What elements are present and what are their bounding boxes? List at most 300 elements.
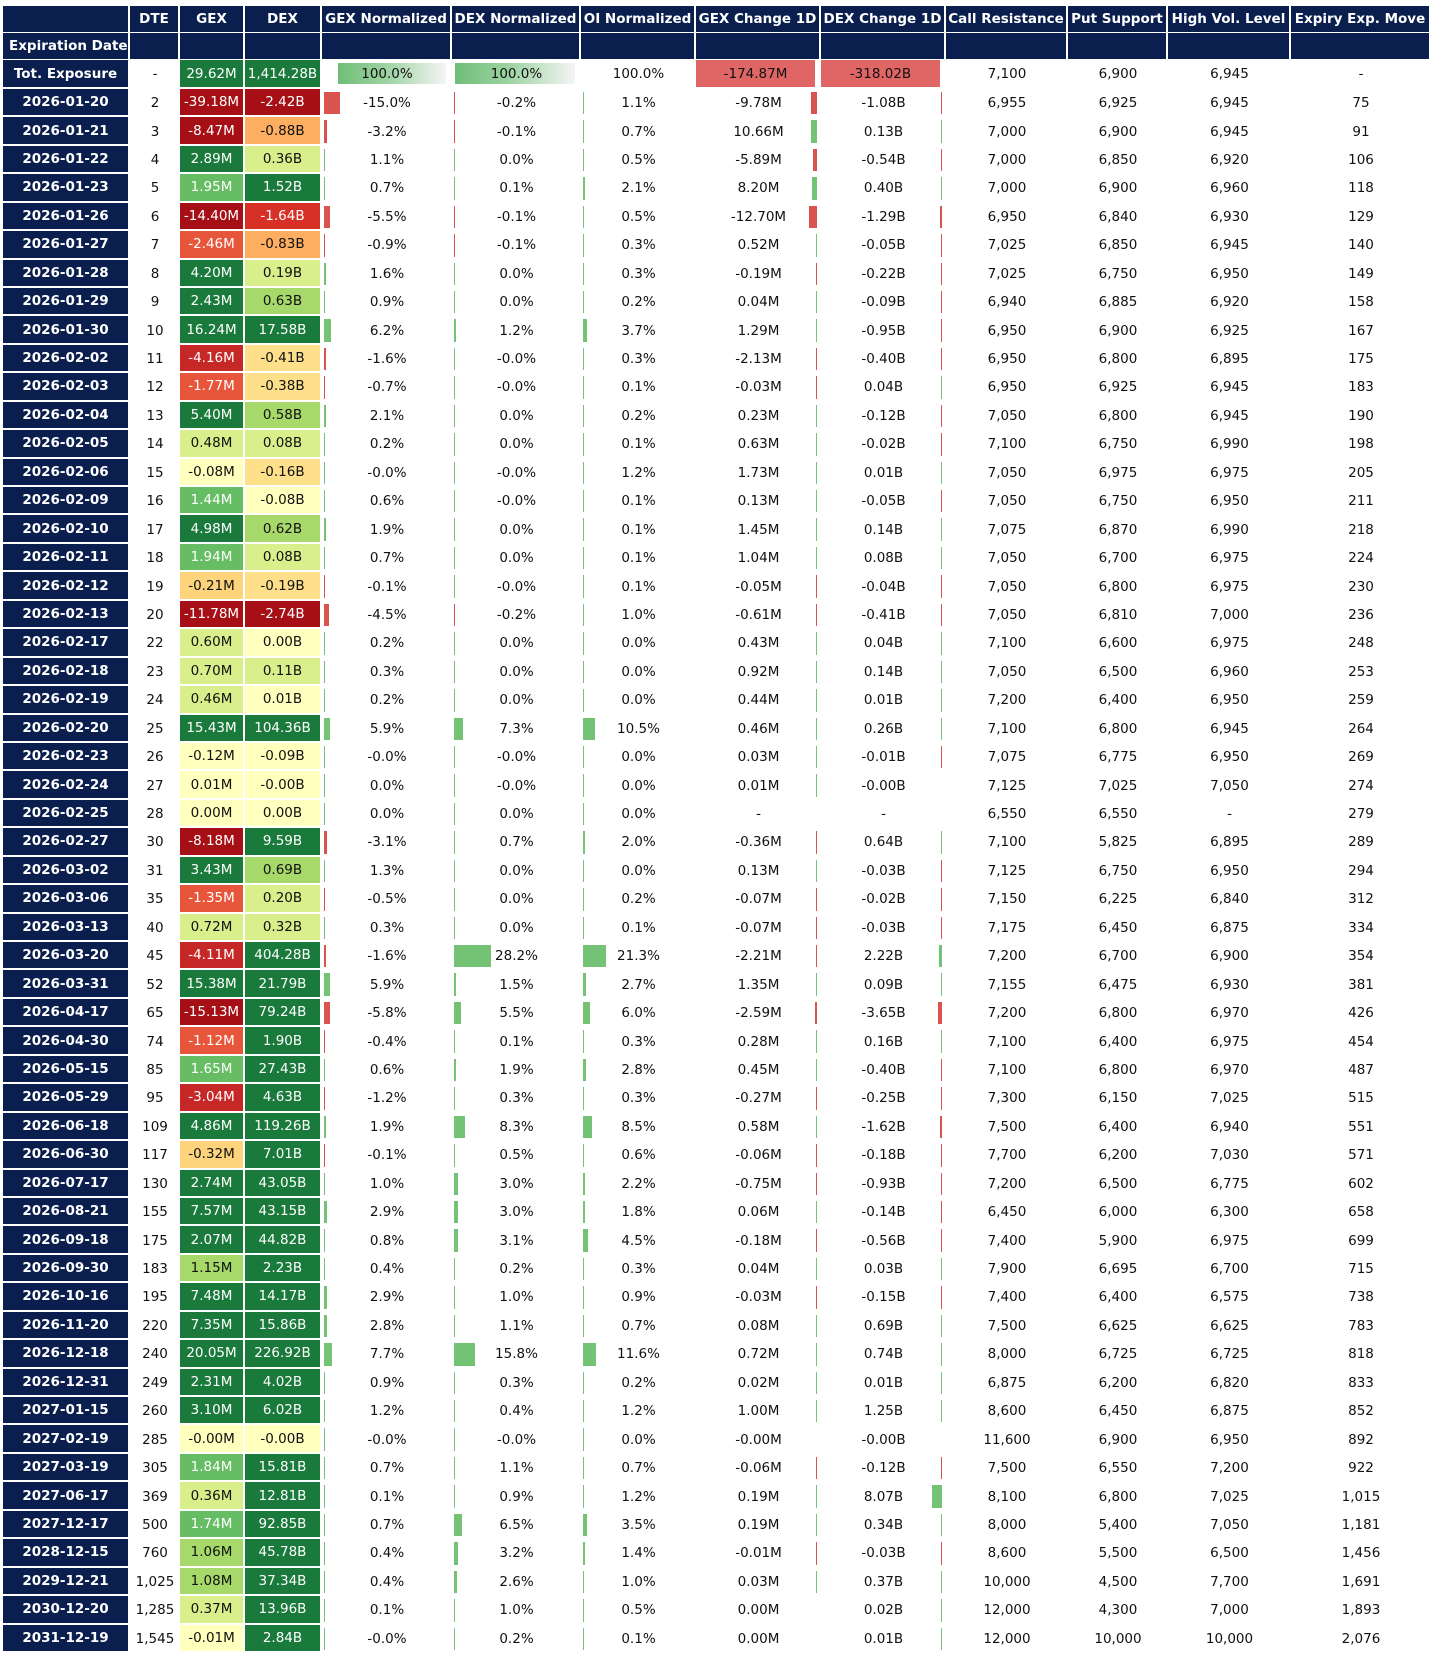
row-oi-normalized [581,885,696,913]
table-row[interactable] [3,203,1431,231]
row-dex-normalized [452,828,581,856]
row-dex: -0.08B [245,487,322,515]
table-row[interactable] [3,1056,1431,1084]
row-oi-normalized [581,1084,696,1112]
header-dex-change-1d[interactable]: DEX Change 1D [821,6,946,33]
row-oi-normalized-bar [583,1343,596,1365]
row-put-support: 6,400 [1098,1033,1138,1050]
header-oi-normalized[interactable]: OI Normalized [581,6,696,33]
row-put-support: 6,725 [1098,1346,1138,1363]
row-dex-change-1d-bar [941,263,942,285]
row-dex-change-1d-bar [941,1087,942,1109]
row-high-vol-level: 6,950 [1210,265,1249,282]
row-gex-normalized [322,260,452,288]
row-dex-normalized-bar [454,120,455,142]
row-oi-normalized-bar [583,376,584,398]
row-oi-normalized-value: 0.0% [621,862,656,879]
row-dex-change-1d [821,771,946,799]
table-row[interactable] [3,1425,1431,1453]
row-dex-change-1d-value: 0.14B [863,663,904,680]
table-row[interactable] [3,942,1431,970]
row-gex-normalized [322,430,452,458]
row-gex-change-1d-bar [816,774,817,796]
row-expiry-exp-move: 236 [1348,606,1374,623]
row-dex-normalized [452,373,581,401]
row-gex-change-1d [696,1312,821,1340]
row-expiry-exp-move: 75 [1352,95,1370,112]
row-dex-normalized-bar [454,547,455,569]
row-dex-normalized [452,402,581,430]
row-expiration-date: 2026-02-19 [3,686,130,714]
row-dex-normalized-bar [454,1286,455,1308]
row-put-support: 6,840 [1098,208,1138,225]
table-row[interactable] [3,1539,1431,1567]
row-expiry-exp-move: 738 [1348,1289,1374,1306]
row-put-support: 6,800 [1098,407,1138,424]
row-put-support: 6,800 [1098,1005,1138,1022]
row-put-support: 5,500 [1098,1545,1138,1562]
table-row[interactable] [3,828,1431,856]
row-dex: -0.83B [245,231,322,259]
row-gex-normalized-value: 0.1% [369,1602,405,1619]
row-dex-normalized-value: 7.3% [499,720,534,737]
row-expiry-exp-move: 158 [1348,294,1374,311]
table-row[interactable] [3,117,1431,145]
row-oi-normalized [581,1539,696,1567]
row-oi-normalized-bar [583,604,584,626]
row-dex: 43.05B [245,1170,322,1198]
row-high-vol-level: 6,945 [1210,123,1249,140]
row-call-resistance: 10,000 [983,1573,1031,1590]
row-put-support: 6,900 [1098,322,1138,339]
table-row[interactable] [3,572,1431,600]
row-expiration-date: 2026-01-30 [3,316,130,344]
row-gex-normalized [322,373,452,401]
row-oi-normalized-bar [583,1116,592,1138]
header-dex[interactable]: DEX [245,6,322,33]
row-dex-change-1d [821,146,946,174]
row-gex: 16.24M [180,316,245,344]
table-row[interactable] [3,999,1431,1027]
table-row[interactable] [3,658,1431,686]
row-dex-normalized [452,1397,581,1425]
row-expiry-exp-move: 269 [1348,749,1374,766]
row-dex: 0.08B [245,430,322,458]
row-call-resistance: 7,200 [987,1005,1027,1022]
table-row[interactable] [3,970,1431,998]
row-gex-change-1d-bar [816,433,817,455]
row-call-resistance: 7,025 [987,265,1027,282]
table-row[interactable] [3,402,1431,430]
row-gex-normalized-value: -4.5% [367,606,407,623]
row-dex-normalized-value: 0.9% [499,1488,534,1505]
table-row[interactable] [3,686,1431,714]
row-gex-normalized [322,658,452,686]
header-gex[interactable]: GEX [180,6,245,33]
row-expiry-exp-move: 515 [1348,1090,1374,1107]
table-row[interactable] [3,857,1431,885]
row-gex-change-1d-bar [816,518,817,540]
row-dex-normalized-bar [454,718,463,740]
row-expiration-date: 2026-02-20 [3,715,130,743]
header-gex-normalized[interactable]: GEX Normalized [322,6,452,33]
row-dex-normalized-bar [454,1428,455,1450]
table-row[interactable] [3,515,1431,543]
row-gex: 1.95M [180,174,245,202]
row-gex-normalized-value: 0.8% [369,1232,405,1249]
row-gex-change-1d-bar [816,718,817,740]
row-put-support: 4,500 [1098,1573,1138,1590]
row-gex-normalized [322,1511,452,1539]
row-dex-normalized-bar [454,376,455,398]
row-dex-normalized-bar [454,1229,458,1251]
row-gex-change-1d-value: 0.72M [737,1346,780,1363]
row-call-resistance: 7,900 [987,1261,1027,1278]
row-gex: -0.00M [180,1425,245,1453]
row-call-resistance: 6,875 [987,1374,1027,1391]
row-oi-normalized-value: 0.2% [621,1374,656,1391]
table-row[interactable] [3,743,1431,771]
row-dex-change-1d [821,686,946,714]
row-gex-normalized-value: -0.0% [367,1630,407,1647]
row-expiration-date: 2026-01-27 [3,231,130,259]
row-call-resistance: 7,050 [987,407,1027,424]
row-gex: -15.13M [180,999,245,1027]
row-gex-change-1d [696,1141,821,1169]
row-oi-normalized-bar [583,1030,584,1052]
row-dex: 0.63B [245,288,322,316]
row-oi-normalized-bar [583,1400,584,1422]
row-put-support: 6,885 [1098,294,1138,311]
row-gex-normalized-value: 2.9% [369,1289,405,1306]
row-expiration-date: 2026-01-22 [3,146,130,174]
row-oi-normalized-bar [583,1258,584,1280]
exposure-table [3,6,1431,1653]
row-gex-normalized [322,1625,452,1653]
row-expiration-date: 2026-03-02 [3,857,130,885]
row-dex-normalized-value: -0.0% [496,493,537,510]
table-row[interactable] [3,1141,1431,1169]
header-call-resistance[interactable]: Call Resistance [946,6,1068,33]
row-dex-change-1d-bar [941,1571,942,1593]
row-high-vol-level: 6,950 [1210,1431,1249,1448]
row-gex-change-1d-bar [816,1059,817,1081]
row-gex-change-1d-bar [816,1514,817,1536]
table-row[interactable] [3,1596,1431,1624]
table-row[interactable] [3,260,1431,288]
table-row[interactable] [3,1170,1431,1198]
row-gex-normalized [322,1283,452,1311]
row-dte: 26 [146,749,164,766]
row-gex-change-1d-bar [816,604,817,626]
row-oi-normalized-bar [583,1428,584,1450]
table-row[interactable] [3,1625,1431,1653]
row-dex-change-1d [821,828,946,856]
row-dex-normalized [452,1511,581,1539]
table-row[interactable] [3,231,1431,259]
row-dex-change-1d-value: -0.03B [861,862,906,879]
table-row[interactable] [3,1198,1431,1226]
row-expiration-date: 2026-02-02 [3,345,130,373]
row-oi-normalized-bar [583,1087,584,1109]
row-gex-change-1d-bar [816,1457,817,1479]
table-row[interactable] [3,1397,1431,1425]
row-oi-normalized [581,487,696,515]
row-oi-normalized-value: 0.0% [621,777,656,794]
row-dex-change-1d-bar [941,917,942,939]
row-oi-normalized-bar [583,1144,584,1166]
row-gex-normalized-value: 0.7% [369,550,405,567]
table-row[interactable] [3,288,1431,316]
row-call-resistance: 12,000 [983,1630,1031,1647]
row-put-support: 6,600 [1098,635,1138,652]
row-gex-change-1d [696,89,821,117]
row-dex-change-1d [821,1056,946,1084]
row-dex-change-1d [821,1283,946,1311]
row-dex-normalized-value: 0.3% [499,1090,534,1107]
row-oi-normalized-bar [583,1514,587,1536]
row-put-support: 6,900 [1098,1431,1138,1448]
row-dex-normalized-value: 0.1% [499,180,534,197]
total-high-vol-level: 6,945 [1168,60,1291,88]
row-gex-normalized-value: 1.1% [369,151,405,168]
table-row[interactable] [3,459,1431,487]
table-row[interactable] [3,1226,1431,1254]
table-row[interactable] [3,1283,1431,1311]
row-gex: -0.32M [180,1141,245,1169]
row-dex-change-1d [821,1511,946,1539]
row-dex-change-1d-bar [941,92,942,114]
row-gex-change-1d-bar [816,1400,817,1422]
header-high-vol-level[interactable]: High Vol. Level [1168,6,1291,33]
row-gex-normalized-value: 1.9% [369,1118,405,1135]
row-oi-normalized-bar [583,263,584,285]
header-put-support[interactable]: Put Support [1068,6,1168,33]
table-row[interactable] [3,146,1431,174]
row-dex-change-1d-value: 0.40B [863,180,904,197]
row-dex-change-1d [821,117,946,145]
row-gex-change-1d [696,260,821,288]
row-dex-change-1d [821,373,946,401]
row-gex-normalized [322,1027,452,1055]
row-gex-normalized-bar [324,917,325,939]
row-dex-change-1d [821,316,946,344]
row-oi-normalized [581,572,696,600]
row-oi-normalized-value: 10.5% [617,720,660,737]
row-high-vol-level: 6,895 [1210,834,1249,851]
table-row[interactable] [3,430,1431,458]
row-put-support: 6,925 [1098,95,1138,112]
row-expiration-date: 2027-12-17 [3,1511,130,1539]
row-dex: 43.15B [245,1198,322,1226]
row-put-support: 6,500 [1098,1175,1138,1192]
table-row[interactable] [3,1568,1431,1596]
row-dex-normalized [452,430,581,458]
table-row[interactable] [3,1312,1431,1340]
row-call-resistance: 7,025 [987,237,1027,254]
row-call-resistance: 7,200 [987,692,1027,709]
row-dex-normalized [452,658,581,686]
row-gex-change-1d-value: -0.06M [735,1147,782,1164]
row-call-resistance: 7,050 [987,464,1027,481]
row-gex-change-1d [696,629,821,657]
row-gex-normalized [322,1369,452,1397]
row-dex-normalized-bar [454,1173,458,1195]
row-dex: 9.59B [245,828,322,856]
row-gex-normalized-bar [324,1542,325,1564]
row-dex-change-1d-value: 0.09B [863,976,904,993]
row-dex-change-1d-value: -0.41B [861,606,906,623]
row-dex-change-1d-bar [941,1343,942,1365]
row-dex-normalized [452,686,581,714]
row-gex-normalized-bar [324,1258,325,1280]
row-gex-change-1d-value: -2.13M [735,351,782,368]
row-oi-normalized [581,857,696,885]
total-gex-normalized-value: 100.0% [361,65,413,82]
table-row[interactable] [3,1369,1431,1397]
row-expiry-exp-move: 149 [1348,265,1374,282]
row-gex-normalized [322,544,452,572]
row-expiration-date: 2026-01-23 [3,174,130,202]
row-dex-change-1d-value: -0.40B [861,1061,906,1078]
row-gex-change-1d-value: -0.05M [735,578,782,595]
row-gex-normalized-value: -0.4% [367,1033,407,1050]
table-row[interactable] [3,914,1431,942]
table-row[interactable] [3,1255,1431,1283]
row-dex-normalized [452,345,581,373]
header-gex-change-1d[interactable]: GEX Change 1D [696,6,821,33]
row-dex-normalized-value: 0.0% [499,919,534,936]
row-expiration-date: 2026-02-04 [3,402,130,430]
row-oi-normalized [581,1027,696,1055]
row-gex-normalized-bar [324,689,325,711]
header-expiration-date[interactable]: Expiration Date [3,33,130,60]
table-row[interactable] [3,1511,1431,1539]
row-dex-normalized-bar [454,1514,462,1536]
row-gex-change-1d-bar [816,1372,817,1394]
total-oi-normalized: 100.0% [581,60,696,88]
table-row[interactable] [3,771,1431,799]
row-gex-change-1d-bar [816,405,817,427]
table-row[interactable] [3,800,1431,828]
table-row[interactable] [3,345,1431,373]
table-row[interactable] [3,885,1431,913]
table-row[interactable] [3,1340,1431,1368]
row-put-support: 6,550 [1098,806,1138,823]
row-gex-normalized-bar [324,661,325,683]
row-gex-normalized-bar [324,1286,327,1308]
row-dex-normalized [452,572,581,600]
row-dex: 0.58B [245,402,322,430]
row-dex: -0.41B [245,345,322,373]
row-dex-normalized [452,743,581,771]
row-gex-normalized-bar [324,803,325,825]
row-gex-change-1d-bar [816,1542,817,1564]
row-dte: 117 [142,1147,168,1164]
row-dte: 109 [142,1118,168,1135]
row-expiry-exp-move: 312 [1348,891,1374,908]
row-expiration-date: 2026-07-17 [3,1170,130,1198]
row-gex-change-1d-bar [816,1571,817,1593]
table-row[interactable] [3,1113,1431,1141]
table-row[interactable] [3,1482,1431,1510]
row-gex-change-1d-value: 10.66M [733,123,784,140]
row-expiry-exp-move: 264 [1348,720,1374,737]
row-oi-normalized [581,203,696,231]
table-row[interactable] [3,89,1431,117]
row-dex-change-1d-value: 8.07B [863,1488,904,1505]
row-dex-normalized-value: 3.1% [499,1232,534,1249]
table-row[interactable] [3,1084,1431,1112]
table-row[interactable] [3,316,1431,344]
header-dte[interactable]: DTE [130,6,180,33]
row-gex-change-1d-value: 0.52M [737,237,780,254]
table-row[interactable] [3,174,1431,202]
row-call-resistance: 7,155 [987,976,1027,993]
row-gex-change-1d [696,1511,821,1539]
row-dte: 45 [146,948,164,965]
row-oi-normalized [581,743,696,771]
row-gex-normalized-value: 1.2% [369,1403,405,1420]
row-gex-normalized [322,572,452,600]
row-call-resistance: 7,000 [987,123,1027,140]
table-row[interactable] [3,544,1431,572]
row-dex: 0.11B [245,658,322,686]
row-call-resistance: 7,000 [987,180,1027,197]
table-row[interactable] [3,629,1431,657]
row-put-support: 6,550 [1098,1460,1138,1477]
row-gex: 1.06M [180,1539,245,1567]
row-dex-change-1d-bar [941,1229,942,1251]
table-row[interactable] [3,1454,1431,1482]
row-dex-change-1d-bar [941,1542,942,1564]
row-oi-normalized-bar [583,1059,586,1081]
row-gex-normalized-value: 5.9% [369,720,405,737]
row-gex-normalized [322,1539,452,1567]
header-expiry-exp-move[interactable]: Expiry Exp. Move [1291,6,1431,33]
row-gex-change-1d-value: 0.03M [737,1573,780,1590]
row-dex-change-1d-value: -0.05B [861,493,906,510]
row-dex-change-1d-bar [932,1485,942,1507]
row-gex-normalized-bar [324,1514,325,1536]
header-dex-normalized[interactable]: DEX Normalized [452,6,581,33]
table-row[interactable] [3,373,1431,401]
row-dex-normalized-bar [454,433,455,455]
table-row[interactable] [3,1027,1431,1055]
row-oi-normalized [581,1596,696,1624]
row-dex-normalized [452,1255,581,1283]
table-row[interactable] [3,601,1431,629]
row-dex-change-1d-bar [941,1514,942,1536]
row-put-support: 6,975 [1098,464,1138,481]
row-call-resistance: 7,050 [987,606,1027,623]
row-dex-change-1d [821,174,946,202]
row-dex-normalized-bar [454,1030,455,1052]
row-oi-normalized-bar [583,177,585,199]
row-dex-change-1d-value: 0.01B [863,1374,904,1391]
table-row[interactable] [3,715,1431,743]
row-oi-normalized [581,402,696,430]
row-dex-change-1d [821,544,946,572]
row-expiry-exp-move: 334 [1348,919,1374,936]
row-dex-change-1d-bar [941,1201,942,1223]
row-dex: 0.62B [245,515,322,543]
table-row[interactable] [3,487,1431,515]
row-call-resistance: 7,500 [987,1317,1027,1334]
row-oi-normalized [581,828,696,856]
row-gex: 1.94M [180,544,245,572]
row-dex-normalized [452,1141,581,1169]
